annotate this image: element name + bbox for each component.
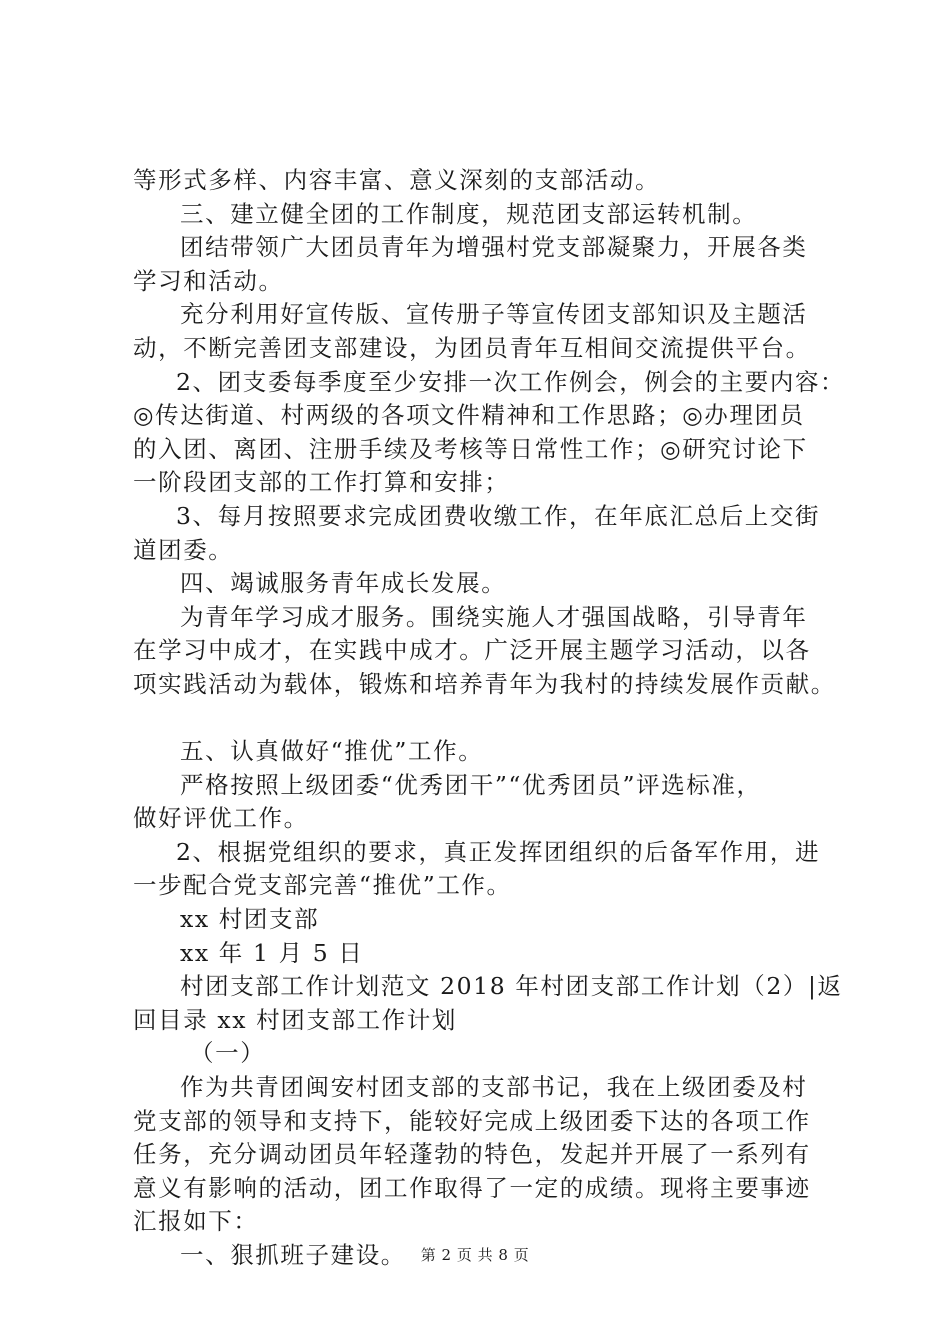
text-line: 为青年学习成才服务。围绕实施人才强国战略，引导青年 — [180, 602, 808, 631]
text-line: 3、每月按照要求完成团费收缴工作，在年底汇总后上交街 — [176, 501, 821, 530]
section-heading: 五、认真做好“推优”工作。 — [180, 737, 484, 766]
text-line: 一阶段团支部的工作打算和安排； — [133, 468, 510, 497]
signature-date: xx 年 1 月 5 日 — [180, 938, 364, 967]
page-number-label: 第 2 页 共 8 页 — [420, 1246, 530, 1264]
text-line: 充分利用好宣传版、宣传册子等宣传团支部知识及主题活 — [180, 300, 808, 329]
text-line: 项实践活动为载体，锻炼和培养青年为我村的持续发展作贡献。 — [133, 669, 836, 698]
blank-line — [133, 702, 833, 736]
text-line: 2、根据党组织的要求，真正发挥团组织的后备军作用，进 — [176, 837, 821, 866]
text-line: 等形式多样、内容丰富、意义深刻的支部活动。 — [133, 166, 661, 194]
document-body — [133, 164, 846, 1273]
text-line: 做好评优工作。 — [133, 804, 309, 833]
text-line: 汇报如下： — [133, 1207, 259, 1236]
text-line: 党支部的领导和支持下，能较好完成上级团委下达的各项工作 — [133, 1106, 811, 1135]
text-line: 意义有影响的活动，团工作取得了一定的成绩。现将主要事迹 — [133, 1173, 811, 1202]
text-line: 学习和活动。 — [133, 266, 284, 295]
section-heading: 四、竭诚服务青年成长发展。 — [180, 569, 507, 598]
text-line: 2、团支委每季度至少安排一次工作例会，例会的主要内容： — [176, 367, 846, 396]
text-line: 作为共青团闽安村团支部的支部书记，我在上级团委及村 — [180, 1073, 808, 1102]
text-line: 村团支部工作计划范文 2018 年村团支部工作计划（2）|返 — [180, 972, 843, 1001]
text-line: 动，不断完善团支部建设，为团员青年互相间交流提供平台。 — [133, 333, 811, 362]
text-line: 的入团、离团、注册手续及考核等日常性工作；◎研究讨论下 — [133, 434, 808, 463]
text-line: 回目录 xx 村团支部工作计划 — [133, 1005, 457, 1034]
text-line: ◎传达街道、村两级的各项文件精神和工作思路；◎办理团员 — [133, 401, 805, 430]
text-line: 任务，充分调动团员年轻蓬勃的特色，发起并开展了一系列有 — [133, 1140, 811, 1169]
section-number: （一） — [190, 1039, 266, 1068]
text-line: 一步配合党支部完善“推优”工作。 — [133, 871, 512, 900]
signature-org: xx 村团支部 — [180, 905, 320, 934]
text-line: 严格按照上级团委“优秀团干”“优秀团员”评选标准， — [180, 770, 762, 799]
text-line: 道团委。 — [133, 535, 234, 564]
section-heading: 三、建立健全团的工作制度，规范团支部运转机制。 — [180, 199, 758, 228]
section-heading: 一、狠抓班子建设。 — [180, 1241, 406, 1269]
page-footer — [0, 1244, 950, 1265]
text-line: 团结带领广大团员青年为增强村党支部凝聚力，开展各类 — [180, 233, 808, 262]
text-line: 在学习中成才，在实践中成才。广泛开展主题学习活动，以各 — [133, 636, 811, 665]
